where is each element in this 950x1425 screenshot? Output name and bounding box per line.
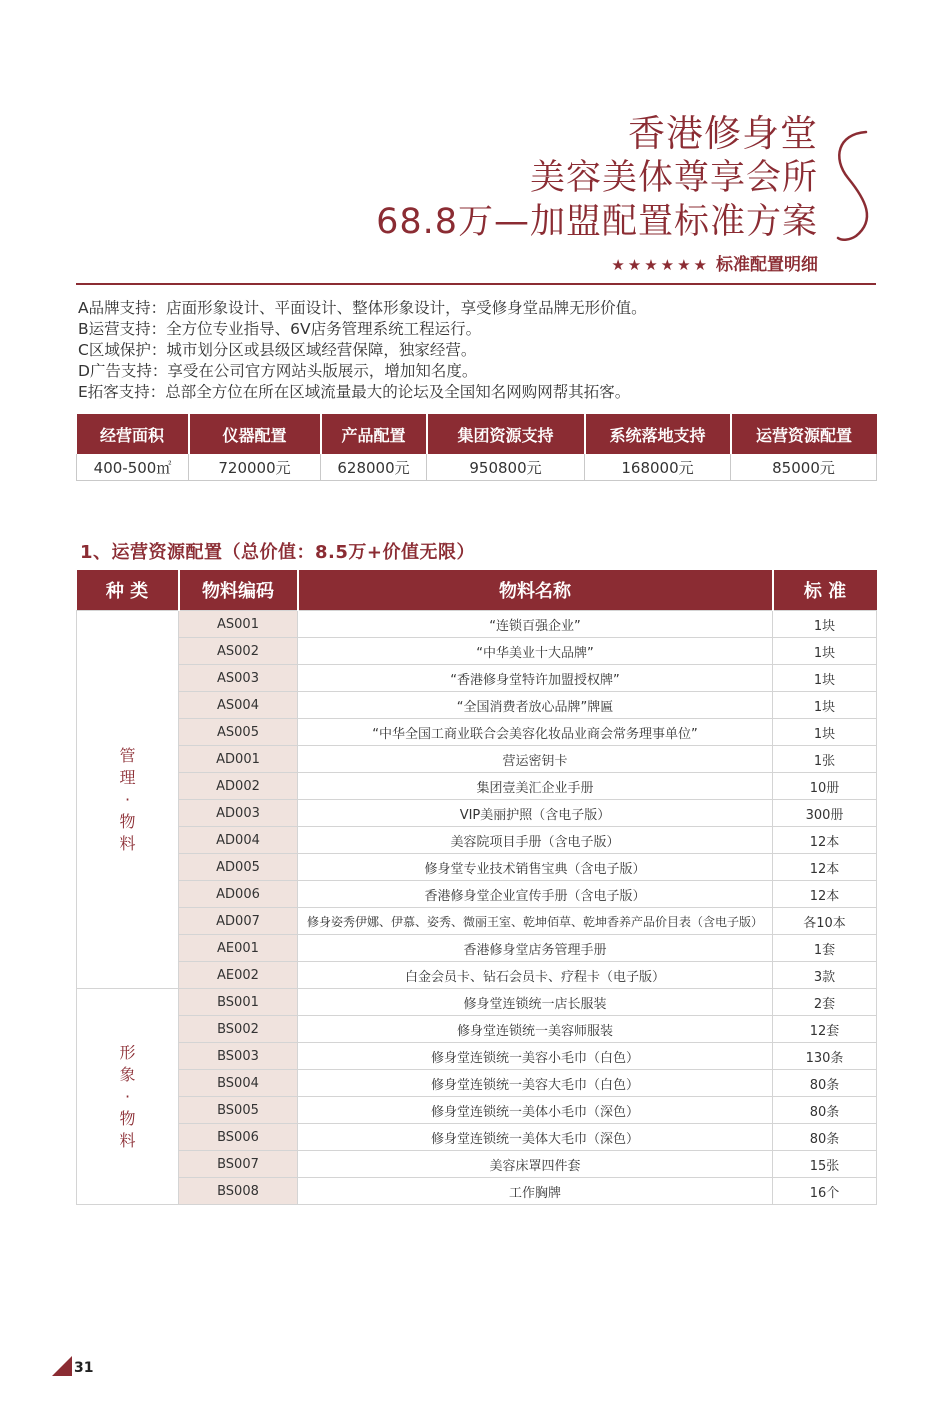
support-item-operation: B运营支持：全方位专业指导、6V店务管理系统工程运行。 xyxy=(78,320,482,338)
support-item-customer: E拓客支持：总部全方位在所在区域流量最大的论坛及全国知名网购网帮其拓客。 xyxy=(78,383,631,401)
table-row xyxy=(77,908,877,935)
support-item-ad: D广告支持：享受在公司官方网站头版展示，增加知名度。 xyxy=(78,362,478,380)
table-cell: 168000元 xyxy=(585,454,731,481)
standard-cell: 16个 xyxy=(773,1178,877,1205)
standard-cell: 1张 xyxy=(773,746,877,773)
category-char: · xyxy=(124,789,131,809)
support-item-brand: A品牌支持：店面形象设计、平面设计、整体形象设计，享受修身堂品牌无形价值。 xyxy=(78,299,647,317)
table-row xyxy=(77,692,877,719)
material-name-cell: “香港修身堂特许加盟授权牌” xyxy=(298,665,773,692)
table-row xyxy=(77,1097,877,1124)
material-code-cell: AD006 xyxy=(179,881,298,908)
material-code-cell: BS005 xyxy=(179,1097,298,1124)
material-code-cell: AS005 xyxy=(179,719,298,746)
header-cell: 经营面积 xyxy=(77,414,189,454)
table-cell: 400-500㎡ xyxy=(77,454,189,481)
header-cell: 仪器配置 xyxy=(189,414,321,454)
title-line-3: 68.8万—加盟配置标准方案 xyxy=(376,202,818,242)
table-cell: 950800元 xyxy=(427,454,585,481)
table-row xyxy=(77,1124,877,1151)
table-cell: 85000元 xyxy=(731,454,877,481)
header-cell: 系统落地支持 xyxy=(585,414,731,454)
material-code-cell: BS006 xyxy=(179,1124,298,1151)
table-row xyxy=(77,1151,877,1178)
standard-cell: 15张 xyxy=(773,1151,877,1178)
material-code-cell: AD005 xyxy=(179,854,298,881)
page-number-text: 31 xyxy=(74,1360,94,1376)
table-row xyxy=(77,454,877,481)
material-code-cell: AD007 xyxy=(179,908,298,935)
table-row xyxy=(77,1178,877,1205)
subtitle-text: 标准配置明细 xyxy=(716,255,818,275)
material-name-cell: 修身堂连锁统一美容小毛巾（白色） xyxy=(298,1043,773,1070)
title-line-1: 香港修身堂 xyxy=(628,112,818,155)
standard-cell: 80条 xyxy=(773,1070,877,1097)
material-name-cell: 集团壹美汇企业手册 xyxy=(298,773,773,800)
material-name-cell: 工作胸牌 xyxy=(298,1178,773,1205)
header-cell: 产品配置 xyxy=(321,414,427,454)
standard-cell: 130条 xyxy=(773,1043,877,1070)
stars-icon: ★★★★★★ xyxy=(611,256,710,274)
material-name-cell: 修身堂连锁统一美容师服装 xyxy=(298,1016,773,1043)
standard-cell: 3款 xyxy=(773,962,877,989)
category-char: 理 xyxy=(119,767,136,787)
table-row xyxy=(77,1070,877,1097)
table-row xyxy=(77,989,877,1016)
standard-cell: 1块 xyxy=(773,638,877,665)
resource-table xyxy=(76,570,877,1205)
table-row xyxy=(77,935,877,962)
material-name-cell: “连锁百强企业” xyxy=(298,611,773,638)
table-row xyxy=(77,827,877,854)
material-name-cell: 修身堂连锁统一店长服装 xyxy=(298,989,773,1016)
material-name-cell: 修身堂专业技术销售宝典（含电子版） xyxy=(298,854,773,881)
table-row xyxy=(77,719,877,746)
table-row xyxy=(77,1043,877,1070)
material-name-cell: 香港修身堂企业宣传手册（含电子版） xyxy=(298,881,773,908)
table-cell: 720000元 xyxy=(189,454,321,481)
material-name-cell: 修身堂连锁统一美容大毛巾（白色） xyxy=(298,1070,773,1097)
material-code-cell: AE002 xyxy=(179,962,298,989)
config-table-header xyxy=(77,414,877,454)
s-swirl-decoration xyxy=(828,128,878,243)
category-cell xyxy=(77,989,179,1205)
material-name-cell: 营运密钥卡 xyxy=(298,746,773,773)
material-name-cell: 修身堂连锁统一美体大毛巾（深色） xyxy=(298,1124,773,1151)
resource-table-header xyxy=(77,570,877,611)
title-block xyxy=(376,112,818,244)
material-code-cell: AD003 xyxy=(179,800,298,827)
title-line-2: 美容美体尊享会所 xyxy=(529,158,818,198)
standard-cell: 1块 xyxy=(773,692,877,719)
header-cell: 运营资源配置 xyxy=(731,414,877,454)
header-cell: 物料编码 xyxy=(179,570,298,611)
material-code-cell: AS003 xyxy=(179,665,298,692)
standard-cell: 1块 xyxy=(773,665,877,692)
page-number xyxy=(52,1356,93,1376)
support-item-region: C区域保护：城市划分区或县级区域经营保障，独家经营。 xyxy=(78,341,477,359)
triangle-icon xyxy=(52,1356,72,1376)
divider-line xyxy=(76,283,876,285)
material-code-cell: AD002 xyxy=(179,773,298,800)
category-cell xyxy=(77,611,179,989)
resource-table-body xyxy=(77,611,877,1205)
category-char: 料 xyxy=(119,833,136,853)
standard-cell: 1块 xyxy=(773,719,877,746)
standard-config-subtitle xyxy=(611,250,818,275)
standard-cell: 12本 xyxy=(773,827,877,854)
category-char: 物 xyxy=(119,1108,136,1128)
material-code-cell: AE001 xyxy=(179,935,298,962)
material-code-cell: AS004 xyxy=(179,692,298,719)
standard-cell: 300册 xyxy=(773,800,877,827)
standard-cell: 10册 xyxy=(773,773,877,800)
category-char: 物 xyxy=(119,811,136,831)
material-name-cell: 香港修身堂店务管理手册 xyxy=(298,935,773,962)
standard-cell: 12套 xyxy=(773,1016,877,1043)
material-name-cell: VIP美丽护照（含电子版） xyxy=(298,800,773,827)
category-char: 料 xyxy=(119,1130,136,1150)
table-row xyxy=(77,638,877,665)
material-code-cell: AS002 xyxy=(179,638,298,665)
material-name-cell: 美容床罩四件套 xyxy=(298,1151,773,1178)
config-summary-table xyxy=(76,414,877,481)
header-cell: 物料名称 xyxy=(298,570,773,611)
material-code-cell: AD004 xyxy=(179,827,298,854)
material-code-cell: BS002 xyxy=(179,1016,298,1043)
material-code-cell: BS001 xyxy=(179,989,298,1016)
material-name-cell: 美容院项目手册（含电子版） xyxy=(298,827,773,854)
header-cell: 种 类 xyxy=(77,570,179,611)
standard-cell: 1块 xyxy=(773,611,877,638)
support-list xyxy=(78,298,647,403)
material-code-cell: BS008 xyxy=(179,1178,298,1205)
table-row xyxy=(77,800,877,827)
category-char: · xyxy=(124,1086,131,1106)
table-row xyxy=(77,881,877,908)
material-code-cell: BS003 xyxy=(179,1043,298,1070)
table-row xyxy=(77,611,877,638)
material-name-cell: “全国消费者放心品牌”牌匾 xyxy=(298,692,773,719)
material-name-cell: 修身姿秀伊娜、伊慕、姿秀、微丽王室、乾坤佰草、乾坤香养产品价目表（含电子版） xyxy=(298,908,773,935)
standard-cell: 2套 xyxy=(773,989,877,1016)
material-code-cell: BS004 xyxy=(179,1070,298,1097)
section-title: 1、运营资源配置（总价值：8.5万+价值无限） xyxy=(80,542,475,563)
standard-cell: 各10本 xyxy=(773,908,877,935)
header-cell: 标 准 xyxy=(773,570,877,611)
standard-cell: 1套 xyxy=(773,935,877,962)
material-name-cell: 白金会员卡、钻石会员卡、疗程卡（电子版） xyxy=(298,962,773,989)
material-name-cell: “中华美业十大品牌” xyxy=(298,638,773,665)
table-row xyxy=(77,746,877,773)
standard-cell: 12本 xyxy=(773,881,877,908)
material-code-cell: AS001 xyxy=(179,611,298,638)
table-row xyxy=(77,773,877,800)
table-row xyxy=(77,854,877,881)
category-char: 象 xyxy=(119,1064,136,1084)
standard-cell: 80条 xyxy=(773,1124,877,1151)
category-char: 形 xyxy=(119,1042,136,1062)
table-row xyxy=(77,962,877,989)
header-cell: 集团资源支持 xyxy=(427,414,585,454)
standard-cell: 12本 xyxy=(773,854,877,881)
material-name-cell: 修身堂连锁统一美体小毛巾（深色） xyxy=(298,1097,773,1124)
table-row xyxy=(77,665,877,692)
standard-cell: 80条 xyxy=(773,1097,877,1124)
material-code-cell: AD001 xyxy=(179,746,298,773)
table-cell: 628000元 xyxy=(321,454,427,481)
table-row xyxy=(77,1016,877,1043)
category-char: 管 xyxy=(119,745,136,765)
material-code-cell: BS007 xyxy=(179,1151,298,1178)
material-name-cell: “中华全国工商业联合会美容化妆品业商会常务理事单位” xyxy=(298,719,773,746)
